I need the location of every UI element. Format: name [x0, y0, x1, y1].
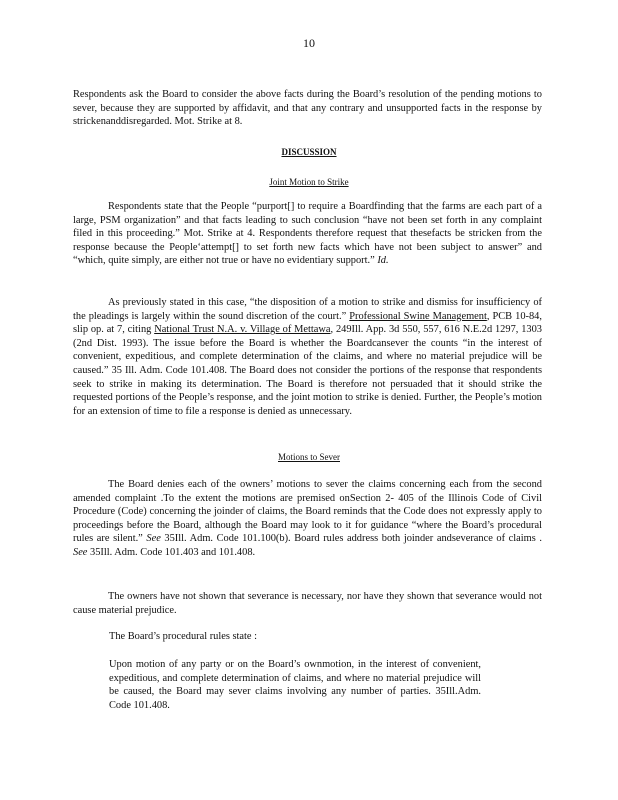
- sever-paragraph-1: [73, 478, 542, 560]
- strike-p2-pre: As previously stated in this case, “the disposition of a motion to strike and dismiss for insufficiency of the pleadings is largely within the sound discretion of the court.”: [73, 297, 542, 322]
- page-number: 10: [303, 36, 315, 50]
- rules-block-quote: Upon motion of any party or on the Board’s ownmotion, in the interest of convenient, expeditious, and complete determination of claims, and where no material prejudice will be caused, the Board may sever claims involving any number of parties. 35Ill.Adm. Code 101.408.: [109, 659, 481, 711]
- intro-paragraph: Respondents ask the Board to consider the above facts during the Board’s resolution of the pending motions to sever, because they are supported by affidavit, and that any contrary and unsupported facts in the response by strickenanddisregarded. Mot. Strike at 8.: [73, 89, 542, 128]
- sever-p1-mid: 35Ill. Adm. Code 101.100(b). Board rules address both joinder andseverance of claims .: [164, 533, 542, 545]
- id-citation: Id.: [377, 255, 389, 267]
- motions-to-sever-heading-text: Motions to Sever: [278, 452, 340, 462]
- strike-paragraph-1: [73, 200, 542, 268]
- see-signal-1: See: [146, 533, 161, 545]
- motions-to-sever-heading: [0, 452, 618, 462]
- joint-motion-heading-text: Joint Motion to Strike: [269, 177, 349, 187]
- case-professional-swine: Professional Swine Management: [349, 310, 487, 322]
- strike-p2-post: , 249Ill. App. 3d 550, 557, 616 N.E.2d 1297, 1303 (2nd Dist. 1993). The issue before the Board is whether the Boardcansever the counts “in the interest of convenient, expeditious, and complete determination of the claims, and where no material prejudice will be caused.” 35 Ill. Adm. Code 101.408. The Board does not consider the portions of the response that respondents seek to strike in making its determination. The Board is therefore not persuaded that it should strike the requested portions of the People’s response, and the joint motion to strike is denied. Further, the People’s motion for an extension of time to file a response is denied as unnecessary.: [73, 324, 542, 417]
- discussion-heading: [0, 147, 618, 157]
- strike-paragraph-1-text: Respondents state that the People “purport[] to require a Boardfinding that the farms are each part of a large, PSM organization” and that facts leading to such conclusion “have not been set forth in any complaint filed in this proceeding.” Mot. Strike at 4. Respondents therefore request that thesefacts be stricken from the response because the People‘attempt[] to set forth new facts which have not been subject to answer” and “which, quite simply, are either not true or have no evidentiary support.”: [73, 201, 542, 267]
- case-national-trust: National Trust N.A. v. Village of Mettawa: [154, 324, 331, 336]
- rules-intro: The Board’s procedural rules state :: [109, 631, 258, 642]
- see-signal-2: See: [73, 546, 88, 558]
- strike-paragraph-2: [73, 296, 542, 418]
- strike-p2-mid: , PCB 10-84, slip op. at 7, citing: [73, 310, 542, 336]
- discussion-heading-text: DISCUSSION: [281, 147, 337, 157]
- sever-paragraph-2: The owners have not shown that severance is necessary, nor have they shown that severance would not cause material prejudice.: [73, 591, 542, 616]
- sever-p1-post: 35Ill. Adm. Code 101.403 and 101.408.: [90, 546, 256, 558]
- joint-motion-heading: [0, 177, 618, 187]
- sever-p1-pre: The Board denies each of the owners’ motions to sever the claims concerning each from the second amended complaint .To the extent the motions are premised onSection 2- 405 of the Illinois Code of Civil Procedure (Code) concerning the joinder of claims, the Board reminds that the Code does not expressly apply to proceedings before the Board, although the Board may look to it for guidance “where the Board’s procedural rules are silent.”: [73, 479, 542, 545]
